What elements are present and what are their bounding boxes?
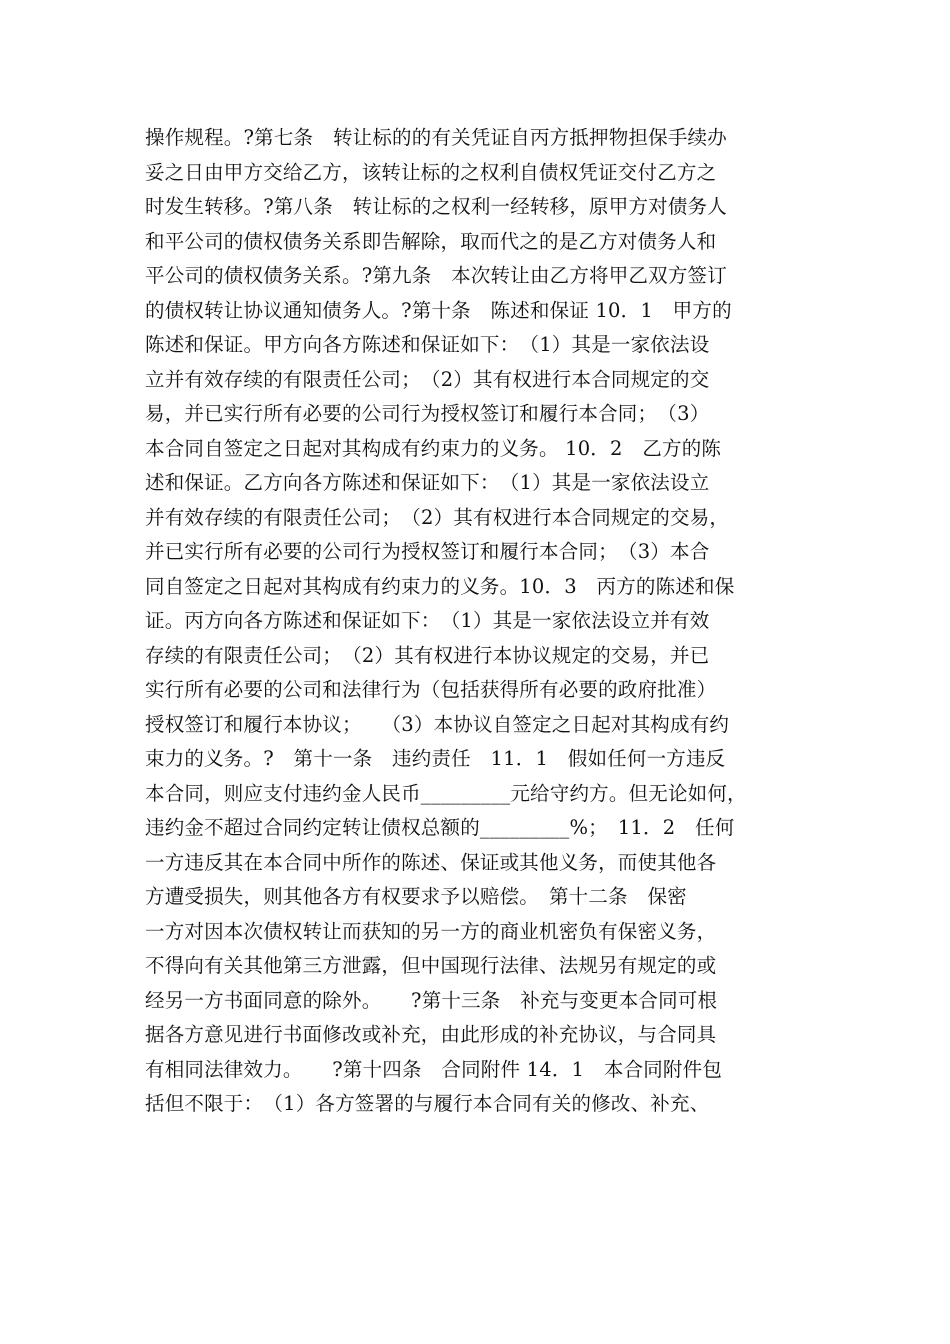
contract-body-text [145,121,825,1122]
text-line: 本合同自签定之日起对其构成有约束力的义务。 10．2 乙方的陈 [145,436,722,460]
text-line: 并有效存续的有限责任公司； （2）其有权进行本合同规定的交易， [145,505,730,529]
text-line: 有相同法律效力。 ?第十四条 合同附件 14．1 本合同附件包 [145,1057,723,1081]
text-line: 时发生转移。?第八条 转让标的之权利一经转移，原甲方对债务人 [145,195,727,218]
text-line: 本合同，则应支付违约金人民币_________元给守约方。但无论如何， [145,781,747,805]
text-line: 证。丙方向各方陈述和保证如下： （1）其是一家依法设立并有效 [145,609,710,632]
text-line: 授权签订和履行本协议； （3）本协议自签定之日起对其构成有约 [145,712,730,736]
text-line: 束力的义务。? 第十一条 违约责任 11．1 假如任何一方违反 [145,747,726,770]
text-line: 易，并已实行所有必要的公司行为授权签订和履行本合同； （3） [145,402,710,425]
text-line: 并已实行所有必要的公司行为授权签订和履行本合同； （3）本合 [145,540,710,563]
text-line: 存续的有限责任公司； （2）其有权进行本协议规定的交易，并已 [145,643,710,667]
text-line: 同自签定之日起对其构成有约束力的义务。10．3 丙方的陈述和保 [145,574,735,598]
text-line: 述和保证。乙方向各方陈述和保证如下： （1）其是一家依法设立 [145,471,710,494]
text-line: 的债权转让协议通知债务人。?第十条 陈述和保证 10．1 甲方的 [145,298,732,322]
text-line: 违约金不超过合同约定转让债权总额的_________%； 11．2 任何 [145,816,735,839]
text-line: 一方对因本次债权转让而获知的另一方的商业机密负有保密义务， [145,919,717,943]
text-line: 经另一方书面同意的除外。 ?第十三条 补充与变更本合同可根 [145,988,718,1012]
text-line: 方遭受损失，则其他各方有权要求予以赔偿。 第十二条 保密 [145,885,687,908]
text-line: 平公司的债权债务关系。?第九条 本次转让由乙方将甲乙双方签订 [145,264,727,287]
text-line: 和平公司的债权债务关系即告解除，取而代之的是乙方对债务人和 [145,229,717,253]
text-line: 不得向有关其他第三方泄露，但中国现行法律、法规另有规定的或 [145,954,717,977]
text-line: 操作规程。?第七条 转让标的的有关凭证自丙方抵押物担保手续办 [145,126,727,149]
text-line: 妥之日由甲方交给乙方，该转让标的之权利自债权凭证交付乙方之 [145,160,717,184]
text-line: 陈述和保证。甲方向各方陈述和保证如下： （1）其是一家依法设 [145,333,710,356]
text-line: 括但不限于： （1）各方签署的与履行本合同有关的修改、补充、 [145,1092,710,1115]
text-line: 立并有效存续的有限责任公司； （2）其有权进行本合同规定的交 [145,367,710,391]
text-line: 据各方意见进行书面修改或补充，由此形成的补充协议，与合同具 [145,1023,717,1046]
text-line: 一方违反其在本合同中所作的陈述、保证或其他义务，而使其他各 [145,850,717,874]
text-line: 实行所有必要的公司和法律行为（包括获得所有必要的政府批准） [145,678,717,701]
